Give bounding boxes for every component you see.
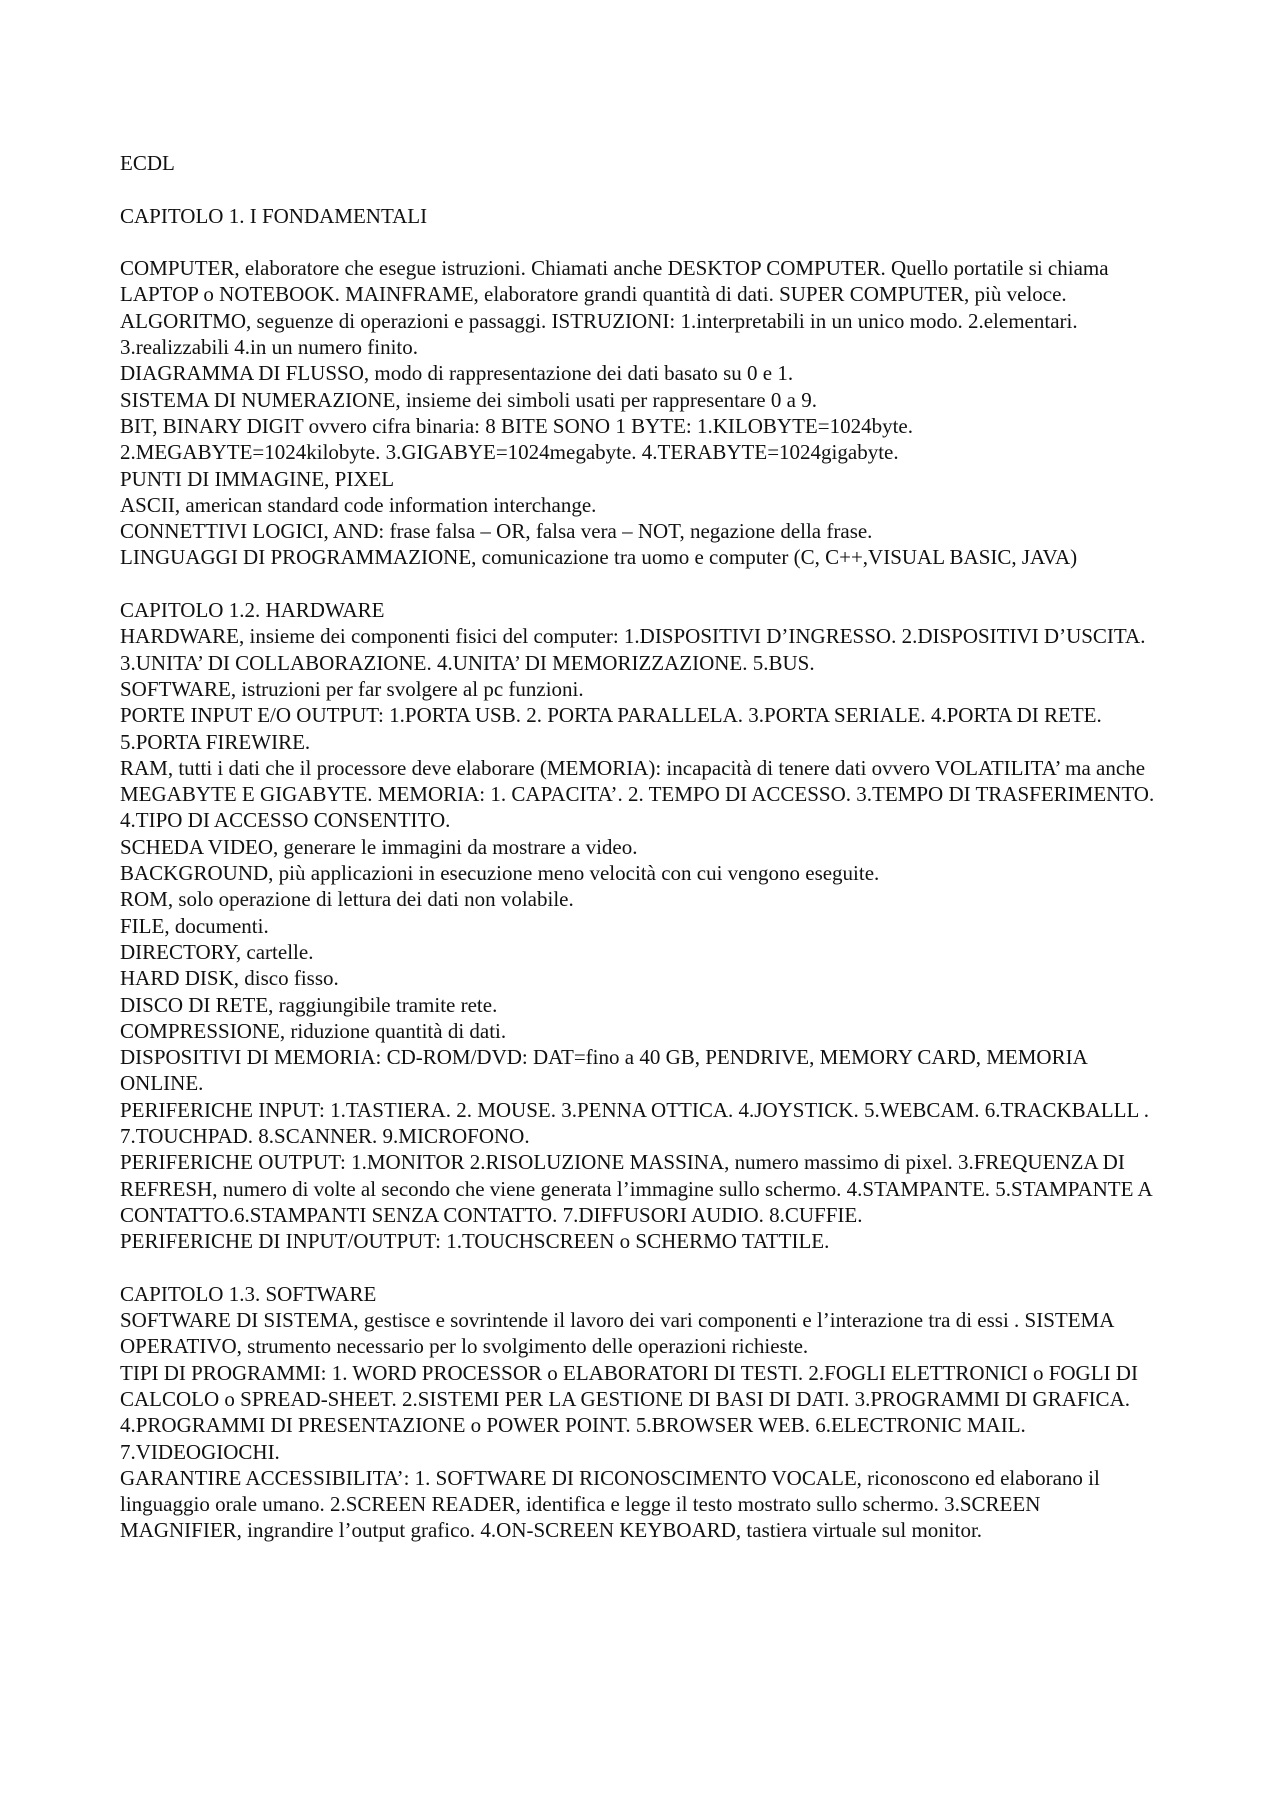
paragraph: DIAGRAMMA DI FLUSSO, modo di rappresentazione dei dati basato su 0 e 1. <box>120 361 794 386</box>
chapter-2-heading: CAPITOLO 1.2. HARDWARE <box>120 598 385 623</box>
paragraph: SISTEMA DI NUMERAZIONE, insieme dei simboli usati per rappresentare 0 a 9. <box>120 387 817 412</box>
paragraph: DISCO DI RETE, raggiungibile tramite rete. <box>120 992 498 1017</box>
document-title: ECDL <box>120 151 175 175</box>
paragraph: PERIFERICHE INPUT: 1.TASTIERA. 2. MOUSE. 3.PENNA OTTICA. 4.JOYSTICK. 5.WEBCAM. 6.TRACKBALLL . 7.TOUCHPAD. 8.SCANNER. 9.MICROFONO. <box>120 1097 1150 1148</box>
paragraph: CONNETTIVI LOGICI, AND: frase falsa – OR, falsa vera – NOT, negazione della frase. <box>120 519 873 544</box>
paragraph: ROM, solo operazione di lettura dei dati non volabile. <box>120 887 574 912</box>
spacer <box>120 176 1165 202</box>
paragraph: SOFTWARE DI SISTEMA, gestisce e sovrintende il lavoro dei vari componenti e l’interazione tra di essi . SISTEMA OPERATIVO, strumento necessario per lo svolgimento delle operazioni richieste. <box>120 1308 1114 1359</box>
paragraph: GARANTIRE ACCESSIBILITA’: 1. SOFTWARE DI RICONOSCIMENTO VOCALE, riconoscono ed elaborano il linguaggio orale umano. 2.SCREEN READER, identifica e legge il testo mostrato sullo schermo. 3.SCREEN MAGNIFIER, ingrandire l’output grafico. 4.ON-SCREEN KEYBOARD, tastiera virtuale sul monitor. <box>120 1465 1100 1543</box>
paragraph: COMPRESSIONE, riduzione quantità di dati. <box>120 1018 507 1043</box>
chapter-3-heading: CAPITOLO 1.3. SOFTWARE <box>120 1281 377 1306</box>
paragraph: RAM, tutti i dati che il processore deve elaborare (MEMORIA): incapacità di tenere dati ovvero VOLATILITA’ ma anche MEGABYTE E GIGABYTE. MEMORIA: 1. CAPACITA’. 2. TEMPO DI ACCESSO. 3.TEMPO DI TRASFERIMENTO. 4.TIPO DI ACCESSO CONSENTITO. <box>120 755 1155 833</box>
paragraph: PERIFERICHE OUTPUT: 1.MONITOR 2.RISOLUZIONE MASSINA, numero massimo di pixel. 3.FREQUENZA DI REFRESH, numero di volte al secondo che viene generata l’immagine sullo schermo. 4.STAMPANTE. 5.STAMPANTE A CONTATTO.6.STAMPANTI SENZA CONTATTO. 7.DIFFUSORI AUDIO. 8.CUFFIE. <box>120 1150 1152 1227</box>
paragraph: TIPI DI PROGRAMMI: 1. WORD PROCESSOR o ELABORATORI DI TESTI. 2.FOGLI ELETTRONICI o FOGLI DI CALCOLO o SPREAD-SHEET. 2.SISTEMI PER LA GESTIONE DI BASI DI DATI. 3.PROGRAMMI DI GRAFICA. 4.PROGRAMMI DI PRESENTAZIONE o POWER POINT. 5.BROWSER WEB. 6.ELECTRONIC MAIL. 7.VIDEOGIOCHI. <box>120 1360 1138 1464</box>
chapter-3-body <box>120 1307 1165 1544</box>
paragraph: BIT, BINARY DIGIT ovvero cifra binaria: 8 BITE SONO 1 BYTE: 1.KILOBYTE=1024byte. 2.MEGABYTE=1024kilobyte. 3.GIGABYE=1024megabyte. 4.TERABYTE=1024gigabyte. <box>120 413 913 465</box>
paragraph: LINGUAGGI DI PROGRAMMAZIONE, comunicazione tra uomo e computer (C, C++,VISUAL BASIC, JAVA) <box>120 545 1078 570</box>
paragraph: DISPOSITIVI DI MEMORIA: CD-ROM/DVD: DAT=fino a 40 GB, PENDRIVE, MEMORY CARD, MEMORIA ONLINE. <box>120 1045 1087 1096</box>
paragraph: COMPUTER, elaboratore che esegue istruzioni. Chiamati anche DESKTOP COMPUTER. Quello portatile si chiama LAPTOP o NOTEBOOK. MAINFRAME, elaboratore grandi quantità di dati. SUPER COMPUTER, più veloce. <box>120 256 1109 307</box>
paragraph: BACKGROUND, più applicazioni in esecuzione meno velocità con cui vengono eseguite. <box>120 861 880 886</box>
paragraph: PUNTI DI IMMAGINE, PIXEL <box>120 466 395 491</box>
paragraph: DIRECTORY, cartelle. <box>120 939 314 964</box>
paragraph: PORTE INPUT E/O OUTPUT: 1.PORTA USB. 2. PORTA PARALLELA. 3.PORTA SERIALE. 4.PORTA DI RETE. 5.PORTA FIREWIRE. <box>120 703 1102 754</box>
spacer <box>120 571 1165 597</box>
paragraph: ASCII, american standard code information interchange. <box>120 492 597 517</box>
paragraph: FILE, documenti. <box>120 913 269 938</box>
paragraph: HARD DISK, disco fisso. <box>120 966 339 991</box>
paragraph: SOFTWARE, istruzioni per far svolgere al pc funzioni. <box>120 676 584 701</box>
chapter-2-body <box>120 623 1165 1254</box>
spacer <box>120 229 1165 255</box>
chapter-1-heading: CAPITOLO 1. I FONDAMENTALI <box>120 203 428 228</box>
paragraph: SCHEDA VIDEO, generare le immagini da mostrare a video. <box>120 834 638 859</box>
spacer <box>120 1254 1165 1280</box>
paragraph: PERIFERICHE DI INPUT/OUTPUT: 1.TOUCHSCREEN o SCHERMO TATTILE. <box>120 1229 830 1254</box>
paragraph: ALGORITMO, seguenze di operazioni e passaggi. ISTRUZIONI: 1.interpretabili in un unico modo. 2.elementari. 3.realizzabili 4.in un numero finito. <box>120 308 1078 360</box>
paragraph: HARDWARE, insieme dei componenti fisici del computer: 1.DISPOSITIVI D’INGRESSO. 2.DISPOSITIVI D’USCITA. 3.UNITA’ DI COLLABORAZIONE. 4.UNITA’ DI MEMORIZZAZIONE. 5.BUS. <box>120 624 1146 675</box>
document-page <box>120 150 1165 1544</box>
chapter-1-body <box>120 255 1165 571</box>
